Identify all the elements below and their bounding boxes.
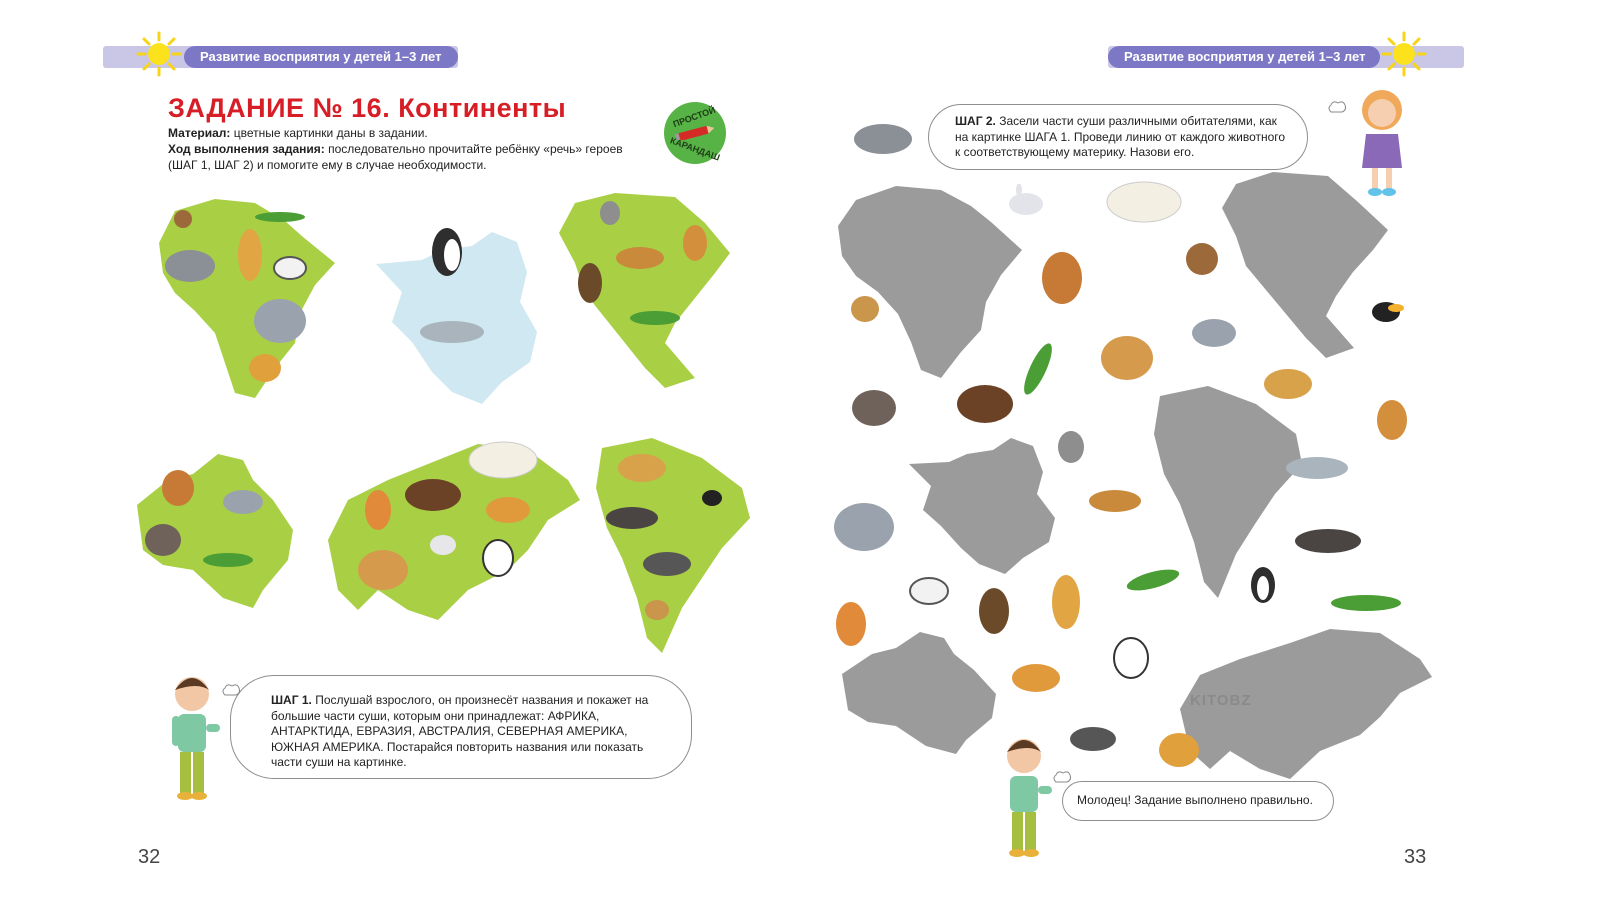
alligator-icon-right[interactable] bbox=[1124, 562, 1182, 598]
elephant-icon bbox=[254, 299, 306, 343]
jaguar-icon-right[interactable] bbox=[1262, 364, 1314, 404]
fox-icon bbox=[365, 490, 391, 530]
polar-bear-icon bbox=[469, 442, 537, 478]
croc-aus-icon bbox=[203, 553, 253, 567]
raccoon-icon bbox=[600, 201, 620, 225]
panda-icon-right[interactable] bbox=[1110, 634, 1152, 682]
anteater-icon bbox=[606, 507, 658, 529]
page-number-left: 32 bbox=[138, 846, 161, 868]
procedure-label: Ход выполнения задания: bbox=[168, 142, 325, 156]
africa-outline-map bbox=[836, 180, 1026, 380]
crocodile-icon-right-b[interactable] bbox=[1328, 588, 1404, 618]
hippo-icon bbox=[165, 250, 215, 282]
right-sun-icon bbox=[1381, 31, 1427, 77]
monkey-icon-right[interactable] bbox=[1182, 240, 1222, 278]
procedure-line bbox=[168, 141, 648, 173]
south-america-colored-map bbox=[592, 438, 752, 658]
polar-bear-icon-right[interactable] bbox=[1105, 178, 1183, 226]
brown-bear-icon bbox=[405, 479, 461, 511]
eurasia-colored-map bbox=[318, 440, 583, 630]
watermark-text: KITOBZ bbox=[1190, 692, 1252, 709]
raccoon-icon-right[interactable] bbox=[1054, 428, 1088, 466]
page-number-right: 33 bbox=[1404, 846, 1427, 868]
step2-speech-bubble bbox=[928, 104, 1308, 170]
left-header-label: Развитие восприятия у детей 1–3 лет bbox=[184, 46, 458, 68]
lynx-icon bbox=[683, 225, 707, 261]
step2-text: Засели части суши различными обитателями, как на картинке ШАГА 1. Проведи линию от каждого животного к соответствующему материку. Назови его. bbox=[955, 114, 1286, 159]
giraffe-icon-right[interactable] bbox=[1044, 572, 1088, 632]
elephant-icon-right[interactable] bbox=[830, 498, 898, 556]
antarctica-outline-map bbox=[905, 432, 1070, 577]
thought-cloud-icon-left bbox=[221, 683, 241, 697]
step1-text: Послушай взрослого, он произнесёт названия и покажет на большие части суши, которым они принадлежат: АФРИКА, АНТАРКТИДА, ЕВРАЗИЯ, АВСТРАЛИЯ, СЕВЕРНАЯ АМЕРИКА, ЮЖНАЯ АМЕРИКА. Постарайся повторить названия или показать части суши на картинке. bbox=[271, 693, 649, 769]
eagle-icon bbox=[578, 263, 602, 303]
step1-speech-bubble bbox=[230, 675, 692, 779]
toucan-icon bbox=[702, 490, 722, 506]
giraffe-icon bbox=[238, 229, 262, 281]
monkey-icon bbox=[174, 210, 192, 228]
zebra-icon bbox=[274, 257, 306, 279]
north-america-outline-map bbox=[1218, 170, 1393, 360]
done-speech-bubble bbox=[1062, 781, 1334, 821]
badge-bottom-text: КАРАНДАШ bbox=[668, 135, 722, 163]
australia-colored-map bbox=[133, 450, 303, 610]
koala-icon-right[interactable] bbox=[1188, 315, 1240, 351]
snake-icon-right[interactable] bbox=[848, 292, 882, 326]
antarctica-colored-map bbox=[372, 222, 552, 408]
step2-label: ШАГ 2. bbox=[955, 114, 996, 128]
coyote-icon bbox=[616, 247, 664, 269]
step1-label: ШАГ 1. bbox=[271, 693, 312, 707]
crocodile-icon-right-a[interactable] bbox=[1020, 338, 1056, 400]
tiger-icon-right[interactable] bbox=[1010, 660, 1062, 696]
toucan-icon-right[interactable] bbox=[1368, 296, 1404, 328]
tiger-icon bbox=[486, 497, 530, 523]
thought-cloud-icon-right bbox=[1327, 100, 1347, 114]
eagle-icon-right[interactable] bbox=[972, 584, 1016, 638]
hippo-icon-right[interactable] bbox=[852, 120, 914, 158]
lynx-icon-right[interactable] bbox=[1372, 396, 1412, 444]
material-label: Материал: bbox=[168, 126, 231, 140]
kangaroo-icon bbox=[162, 470, 194, 506]
panda-icon bbox=[483, 540, 513, 576]
procedure-text: последовательно прочитайте ребёнку «речь» героев (ШАГ 1, ШАГ 2) и помогите ему в случае необходимости. bbox=[168, 142, 623, 172]
alligator-icon bbox=[630, 311, 680, 325]
boy-illustration-right bbox=[1000, 734, 1052, 858]
jaguar-icon bbox=[618, 454, 666, 482]
emu-icon bbox=[145, 524, 181, 556]
pencil-badge bbox=[664, 102, 726, 164]
done-text: Молодец! Задание выполнено правильно. bbox=[1077, 793, 1313, 807]
seal-icon-right[interactable] bbox=[1284, 452, 1350, 484]
brown-bear-icon-right[interactable] bbox=[955, 380, 1015, 428]
kangaroo-icon-right[interactable] bbox=[1036, 248, 1088, 306]
north-america-colored-map bbox=[555, 193, 735, 393]
snake-icon bbox=[645, 600, 669, 620]
material-line bbox=[168, 125, 648, 141]
camel-icon bbox=[358, 550, 408, 590]
left-sun-icon bbox=[136, 31, 182, 77]
camel-icon-right[interactable] bbox=[1098, 330, 1156, 386]
fox-icon-right[interactable] bbox=[832, 598, 870, 650]
seal-icon bbox=[420, 321, 484, 343]
thought-cloud-icon-bottom bbox=[1052, 770, 1072, 784]
boy-illustration-left bbox=[168, 672, 220, 802]
penguin-icon-right[interactable] bbox=[1246, 564, 1280, 606]
task-title: ЗАДАНИЕ № 16. Континенты bbox=[168, 93, 567, 123]
badge-top-text: ПРОСТОЙ bbox=[671, 104, 717, 130]
right-header-label: Развитие восприятия у детей 1–3 лет bbox=[1108, 46, 1380, 68]
coyote-icon-right[interactable] bbox=[1086, 484, 1144, 518]
crocodile-icon bbox=[255, 212, 305, 222]
zebra-icon-right[interactable] bbox=[906, 572, 952, 610]
africa-colored-map bbox=[155, 193, 340, 403]
anteater-icon-right[interactable] bbox=[1292, 524, 1364, 558]
material-text: цветные картинки даны в задании. bbox=[230, 126, 428, 140]
lion-icon-right[interactable] bbox=[1156, 730, 1202, 770]
lion-icon bbox=[249, 354, 281, 382]
rabbit-icon-right[interactable] bbox=[1005, 184, 1047, 218]
tapir-icon-right[interactable] bbox=[1068, 722, 1118, 756]
tapir-icon bbox=[643, 552, 691, 576]
rabbit-icon bbox=[430, 535, 456, 555]
koala-icon bbox=[223, 490, 263, 514]
emu-icon-right[interactable] bbox=[847, 382, 901, 440]
